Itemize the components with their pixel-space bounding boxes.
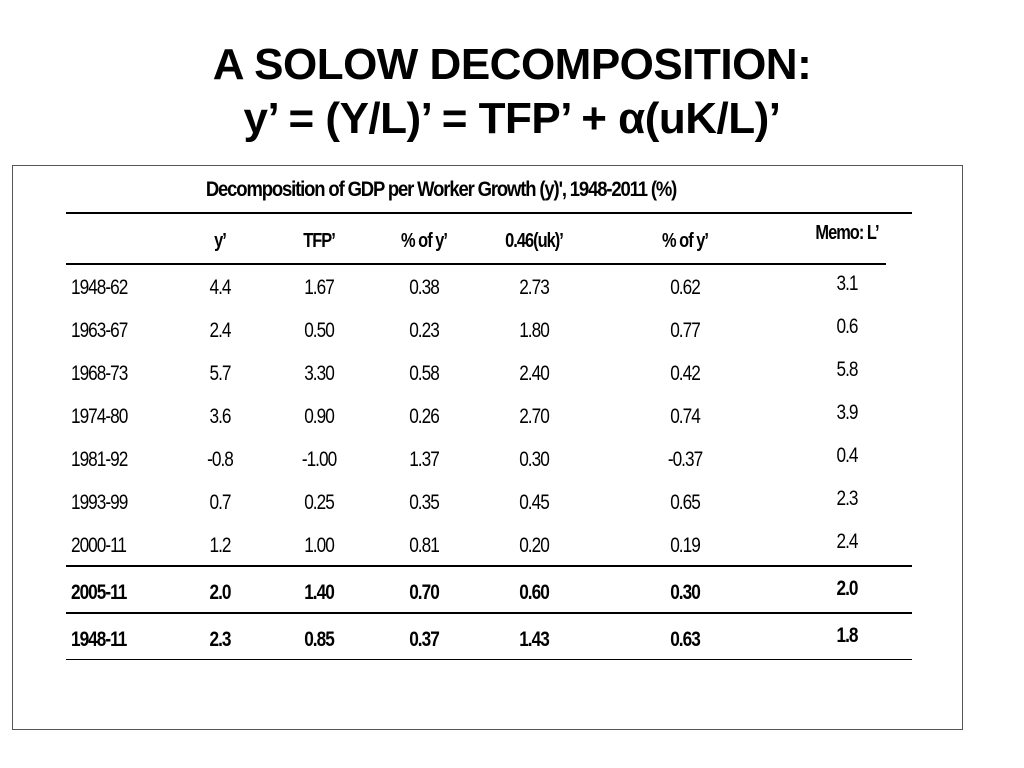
- row-cell-period: 1974-80: [71, 405, 128, 428]
- slide-title-line-2: y’ = (Y/L)’ = TFP’ + α(uK/L)’: [243, 94, 781, 143]
- summary-cell-pct2: 0.63: [670, 628, 700, 651]
- row-cell-memo: 3.9: [836, 401, 858, 424]
- header-uk: 0.46(uk)’: [505, 230, 563, 252]
- row-cell-pct2: 0.77: [670, 319, 700, 342]
- row-cell-y: 1.2: [209, 534, 231, 557]
- row-cell-pct2: 0.74: [670, 405, 700, 428]
- slide-title-line-1: A SOLOW DECOMPOSITION:: [212, 40, 812, 89]
- row-cell-pct1: 0.58: [409, 362, 439, 385]
- row-cell-pct2: 0.19: [670, 534, 700, 557]
- table-top-rule: [66, 212, 912, 214]
- row-cell-uk: 1.80: [519, 319, 549, 342]
- row-cell-uk: 0.45: [519, 491, 549, 514]
- row-cell-pct1: 0.38: [409, 276, 439, 299]
- row-cell-pct2: 0.65: [670, 491, 700, 514]
- summary-cell-uk: 1.43: [519, 628, 549, 651]
- row-cell-memo: 0.4: [836, 444, 858, 467]
- summary-cell-y: 2.0: [209, 581, 231, 604]
- summary-cell-period: 1948-11: [71, 628, 127, 651]
- row-cell-memo: 5.8: [836, 358, 858, 381]
- row-cell-pct1: 0.26: [409, 405, 439, 428]
- row-cell-y: 3.6: [209, 405, 231, 428]
- row-cell-uk: 2.73: [519, 276, 549, 299]
- summary-cell-y: 2.3: [209, 628, 231, 651]
- summary-top-rule: [66, 565, 912, 567]
- header-pct-of-y-1: % of y’: [401, 230, 447, 252]
- row-cell-memo: 2.3: [836, 487, 858, 510]
- row-cell-uk: 0.30: [519, 448, 549, 471]
- summary-cell-pct1: 0.70: [409, 581, 439, 604]
- row-cell-pct2: 0.62: [670, 276, 700, 299]
- row-cell-tfp: 1.67: [304, 276, 334, 299]
- row-cell-y: 0.7: [209, 491, 231, 514]
- summary-mid-rule: [66, 612, 912, 614]
- row-cell-period: 1968-73: [71, 362, 128, 385]
- row-cell-pct1: 0.23: [409, 319, 439, 342]
- header-bottom-rule: [66, 263, 886, 265]
- row-cell-memo: 0.6: [836, 315, 858, 338]
- row-cell-y: 2.4: [209, 319, 231, 342]
- row-cell-pct1: 0.35: [409, 491, 439, 514]
- header-memo-l: Memo: L’: [815, 222, 879, 244]
- row-cell-memo: 3.1: [836, 272, 858, 295]
- row-cell-period: 2000-11: [71, 534, 127, 557]
- row-cell-tfp: 1.00: [304, 534, 334, 557]
- row-cell-period: 1981-92: [71, 448, 128, 471]
- row-cell-period: 1948-62: [71, 276, 128, 299]
- header-y: y’: [214, 230, 226, 252]
- row-cell-uk: 2.40: [519, 362, 549, 385]
- summary-cell-memo: 1.8: [836, 624, 858, 647]
- row-cell-period: 1963-67: [71, 319, 128, 342]
- summary-cell-uk: 0.60: [519, 581, 549, 604]
- summary-cell-pct1: 0.37: [409, 628, 439, 651]
- table-bottom-rule: [66, 659, 912, 660]
- row-cell-tfp: 0.90: [304, 405, 334, 428]
- row-cell-tfp: 0.25: [304, 491, 334, 514]
- summary-cell-tfp: 0.85: [304, 628, 334, 651]
- row-cell-period: 1993-99: [71, 491, 128, 514]
- slide-title: [0, 38, 1024, 146]
- row-cell-y: 4.4: [209, 276, 231, 299]
- row-cell-tfp: -1.00: [301, 448, 337, 471]
- row-cell-pct2: 0.42: [670, 362, 700, 385]
- row-cell-tfp: 3.30: [304, 362, 334, 385]
- row-cell-memo: 2.4: [836, 530, 858, 553]
- table-title: Decomposition of GDP per Worker Growth (y)', 1948-2011 (%): [205, 178, 677, 201]
- row-cell-pct2: -0.37: [667, 448, 703, 471]
- row-cell-pct1: 1.37: [409, 448, 439, 471]
- row-cell-uk: 0.20: [519, 534, 549, 557]
- summary-cell-tfp: 1.40: [304, 581, 334, 604]
- header-tfp: TFP’: [303, 230, 335, 252]
- row-cell-pct1: 0.81: [409, 534, 439, 557]
- row-cell-tfp: 0.50: [304, 319, 334, 342]
- summary-cell-period: 2005-11: [71, 581, 127, 604]
- header-pct-of-y-2: % of y’: [662, 230, 708, 252]
- decomposition-table: [12, 165, 963, 730]
- row-cell-uk: 2.70: [519, 405, 549, 428]
- row-cell-y: -0.8: [207, 448, 233, 471]
- summary-cell-memo: 2.0: [836, 577, 858, 600]
- summary-cell-pct2: 0.30: [670, 581, 700, 604]
- row-cell-y: 5.7: [209, 362, 231, 385]
